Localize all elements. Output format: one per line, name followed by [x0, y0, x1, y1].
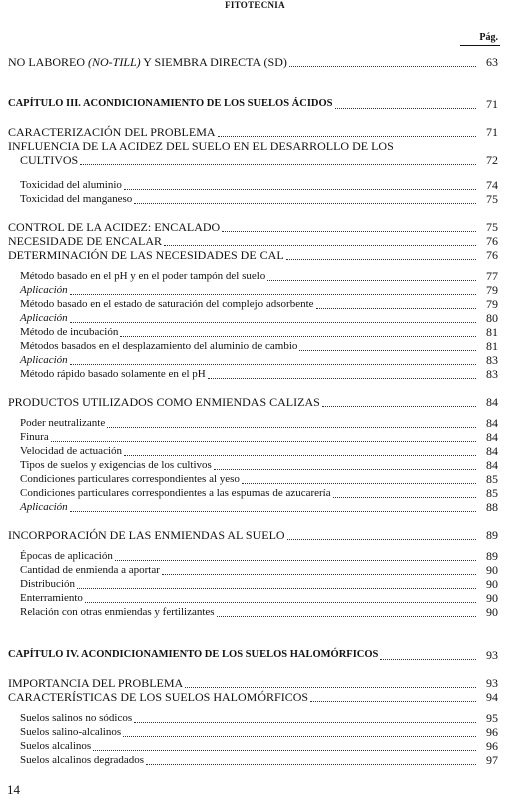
toc-entry [0, 725, 510, 739]
toc-entry [0, 676, 510, 690]
entry-title: Relación con otras enmiendas y fertilizantes [20, 606, 215, 618]
toc-entry [0, 472, 510, 486]
entry-title: Tipos de suelos y exigencias de los cultivos [20, 459, 212, 471]
entry-page-number: 84 [486, 395, 498, 409]
dot-leader [70, 293, 476, 295]
dot-leader [162, 573, 476, 575]
entry-title: Poder neutralizante [20, 417, 106, 429]
entry-page-number: 79 [486, 297, 498, 311]
dot-leader [115, 559, 476, 561]
entry-title: Épocas de aplicación [20, 550, 113, 562]
entry-title: NO LABOREO (NO-TILL) Y SIEMBRA DIRECTA (SD) [8, 55, 287, 69]
toc-entry [0, 395, 510, 409]
entry-page-number: 76 [486, 248, 498, 262]
page-number: 14 [7, 782, 20, 797]
entry-title: Suelos salino-alcalinos [20, 726, 122, 738]
entry-page-number: 81 [486, 339, 498, 353]
entry-page-number: 79 [486, 283, 498, 297]
dot-leader [70, 321, 476, 323]
entry-title: INCORPORACIÓN DE LAS ENMIENDAS AL SUELO [8, 528, 285, 542]
dot-leader [123, 735, 476, 737]
entry-title-emphasis: (NO-TILL) [88, 55, 141, 69]
toc-entry [0, 55, 510, 69]
dot-leader [333, 496, 476, 498]
toc-entry [0, 739, 510, 753]
entry-title: Métodos basados en el desplazamiento del aluminio de cambio [20, 340, 298, 352]
dot-leader [185, 686, 476, 688]
toc-entry [0, 430, 510, 444]
entry-page-number: 90 [486, 605, 498, 619]
toc-entry [0, 367, 510, 381]
dot-leader [316, 307, 476, 309]
toc-entry [0, 139, 510, 153]
entry-page-number: 76 [486, 234, 498, 248]
entry-title: Método basado en el pH y en el poder tampón del suelo [20, 270, 266, 282]
entry-title: Velocidad de actuación [20, 445, 123, 457]
toc-entry [0, 325, 510, 339]
entry-page-number: 71 [486, 97, 498, 111]
entry-page-number: 90 [486, 563, 498, 577]
dot-leader [51, 440, 476, 442]
entry-title: CAPÍTULO IV. ACONDICIONAMIENTO DE LOS SUELOS HALOMÓRFICOS [8, 649, 379, 660]
dot-leader [208, 377, 476, 379]
entry-page-number: 63 [486, 55, 498, 69]
entry-title: CONTROL DE LA ACIDEZ: ENCALADO [8, 220, 221, 234]
toc-entry [0, 458, 510, 472]
entry-page-number: 93 [486, 648, 498, 662]
entry-page-number: 80 [486, 311, 498, 325]
toc-entry [0, 297, 510, 311]
toc-entry [0, 125, 510, 139]
entry-title: Condiciones particulares correspondientes a las espumas de azucarería [20, 487, 331, 499]
toc-entry [0, 711, 510, 725]
entry-page-number: 93 [486, 676, 498, 690]
dot-leader [93, 749, 476, 751]
toc-entry [0, 528, 510, 542]
entry-page-number: 84 [486, 430, 498, 444]
entry-page-number: 90 [486, 591, 498, 605]
dot-leader [322, 405, 476, 407]
entry-page-number: 89 [486, 549, 498, 563]
dot-leader [242, 482, 476, 484]
entry-page-number: 72 [486, 153, 498, 167]
entry-title: CAPÍTULO III. ACONDICIONAMIENTO DE LOS SUELOS ÁCIDOS [8, 98, 333, 109]
entry-title: Suelos alcalinos degradados [20, 754, 145, 766]
entry-page-number: 90 [486, 577, 498, 591]
dot-leader [335, 107, 476, 109]
dot-leader [70, 510, 476, 512]
entry-page-number: 75 [486, 192, 498, 206]
dot-leader [107, 426, 476, 428]
toc-entry [0, 690, 510, 704]
toc-entry [0, 753, 510, 767]
entry-title: Método de incubación [20, 326, 119, 338]
toc-entry [0, 269, 510, 283]
toc-entry [0, 605, 510, 619]
toc-entry [0, 416, 510, 430]
entry-title: Toxicidad del aluminio [20, 179, 122, 191]
dot-leader [77, 587, 476, 589]
entry-title: Suelos alcalinos [20, 740, 92, 752]
entry-title: Cantidad de enmienda a aportar [20, 564, 160, 576]
running-head: FITOTECNIA [225, 0, 285, 10]
entry-page-number: 83 [486, 353, 498, 367]
entry-title: IMPORTANCIA DEL PROBLEMA [8, 676, 184, 690]
dot-leader [146, 763, 476, 765]
entry-page-number: 81 [486, 325, 498, 339]
entry-page-number: 84 [486, 416, 498, 430]
entry-title: CARACTERIZACIÓN DEL PROBLEMA [8, 125, 216, 139]
entry-page-number: 83 [486, 367, 498, 381]
toc-entry [0, 311, 510, 325]
entry-page-number: 95 [486, 711, 498, 725]
entry-title: Método basado en el estado de saturación del complejo adsorbente [20, 298, 314, 310]
dot-leader [310, 700, 476, 702]
entry-page-number: 71 [486, 125, 498, 139]
toc-entry-continuation [0, 153, 510, 167]
dot-leader [299, 349, 476, 351]
page-column-rule [460, 45, 500, 46]
entry-page-number: 77 [486, 269, 498, 283]
dot-leader [134, 721, 476, 723]
entry-page-number: 85 [486, 486, 498, 500]
toc-entry [0, 591, 510, 605]
toc-entry [0, 234, 510, 248]
entry-page-number: 96 [486, 739, 498, 753]
dot-leader [124, 454, 476, 456]
dot-leader [222, 230, 476, 232]
toc-entry [0, 220, 510, 234]
dot-leader [124, 188, 476, 190]
entry-title: CARACTERÍSTICAS DE LOS SUELOS HALOMÓRFICOS [8, 690, 309, 704]
entry-page-number: 88 [486, 500, 498, 514]
dot-leader [214, 468, 476, 470]
toc-entry [0, 500, 510, 514]
entry-title: Finura [20, 431, 49, 443]
dot-leader [286, 258, 476, 260]
toc-entry [0, 486, 510, 500]
chapter-entry [0, 648, 510, 662]
entry-title: NECESIDADE DE ENCALAR [8, 234, 162, 248]
toc-entry [0, 192, 510, 206]
toc-entry [0, 353, 510, 367]
toc-entry [0, 563, 510, 577]
entry-title: Aplicación [20, 501, 68, 513]
dot-leader [134, 202, 476, 204]
dot-leader [218, 135, 476, 137]
entry-title: Enterramiento [20, 592, 83, 604]
entry-page-number: 85 [486, 472, 498, 486]
dot-leader [120, 335, 476, 337]
dot-leader [380, 658, 476, 660]
entry-title: INFLUENCIA DE LA ACIDEZ DEL SUELO EN EL DESARROLLO DE LOS [8, 139, 394, 153]
dot-leader [164, 244, 476, 246]
dot-leader [85, 601, 476, 603]
entry-title: Distribución [20, 578, 75, 590]
entry-page-number: 96 [486, 725, 498, 739]
toc-entry [0, 248, 510, 262]
toc-entry [0, 283, 510, 297]
entry-page-number: 74 [486, 178, 498, 192]
entry-title: Condiciones particulares correspondientes al yeso [20, 473, 240, 485]
toc-entry [0, 178, 510, 192]
entry-title: DETERMINACIÓN DE LAS NECESIDADES DE CAL [8, 248, 284, 262]
dot-leader [267, 279, 476, 281]
page-column-label: Pág. [479, 32, 498, 43]
dot-leader [80, 163, 476, 165]
toc-entry [0, 577, 510, 591]
entry-title: Método rápido basado solamente en el pH [20, 368, 206, 380]
entry-title: Aplicación [20, 312, 68, 324]
dot-leader [217, 615, 476, 617]
entry-title: Suelos salinos no sódicos [20, 712, 133, 724]
entry-page-number: 75 [486, 220, 498, 234]
chapter-entry [0, 97, 510, 111]
dot-leader [70, 363, 476, 365]
entry-page-number: 89 [486, 528, 498, 542]
entry-page-number: 94 [486, 690, 498, 704]
entry-page-number: 84 [486, 444, 498, 458]
entry-title: Aplicación [20, 354, 68, 366]
entry-title: PRODUCTOS UTILIZADOS COMO ENMIENDAS CALIZAS [8, 395, 320, 409]
entry-title: Toxicidad del manganeso [20, 193, 133, 205]
toc-entry [0, 444, 510, 458]
dot-leader [289, 65, 476, 67]
dot-leader [287, 538, 476, 540]
entry-page-number: 84 [486, 458, 498, 472]
toc-entry [0, 339, 510, 353]
entry-title: Aplicación [20, 284, 68, 296]
toc-entry [0, 549, 510, 563]
entry-title-continuation: CULTIVOS [20, 153, 79, 167]
entry-page-number: 97 [486, 753, 498, 767]
